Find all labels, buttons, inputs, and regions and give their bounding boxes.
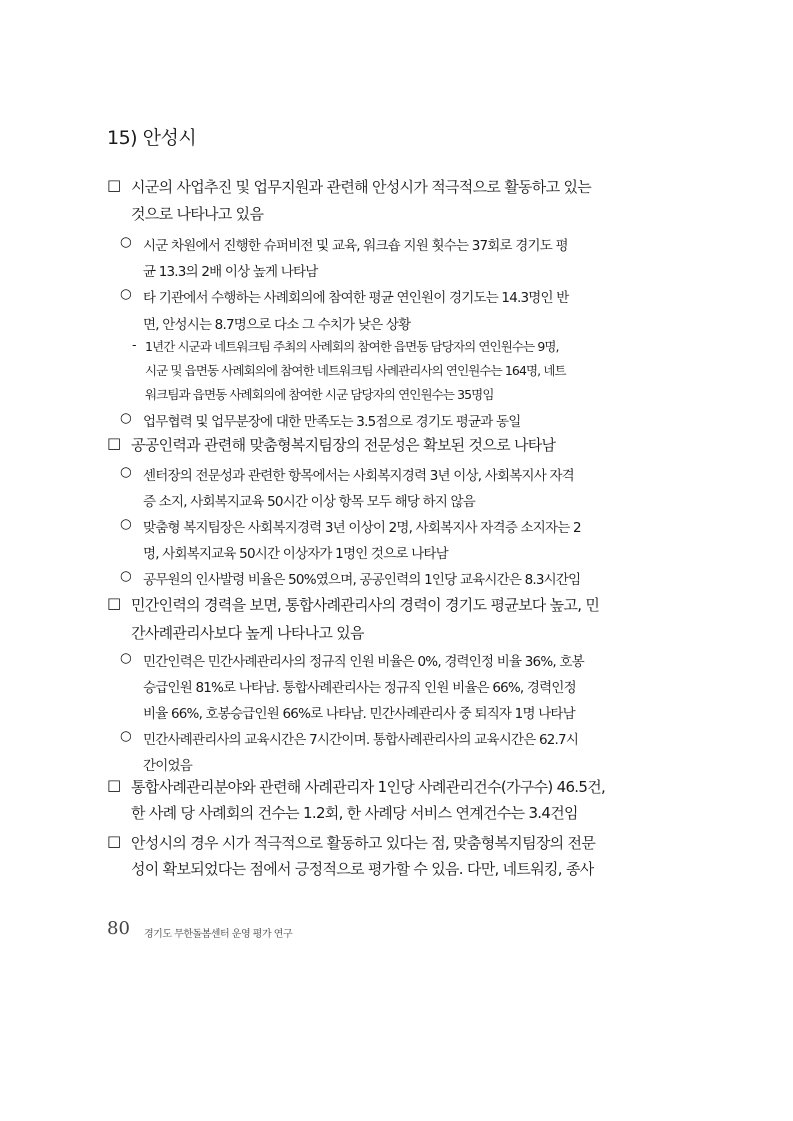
text-line: 안성시의 경우 시가 적극적으로 활동하고 있다는 점, 맞춤형복지팀장의 전문 (131, 834, 596, 852)
square-bullet-icon: □ (107, 434, 121, 452)
text-line: 시군 및 읍면동 사례회의에 참여한 네트워크팀 사례관리사의 연인원수는 164명, 네트 (145, 363, 566, 378)
text-line: 민간인력의 경력을 보면, 통합사례관리사의 경력이 경기도 평균보다 높고, 민 (131, 596, 600, 614)
circle-bullet-icon: ○ (120, 286, 131, 302)
text-line: 증 소지, 사회복지교육 50시간 이상 항목 모두 해당 하지 않음 (143, 494, 476, 510)
text-line: 센터장의 전문성과 관련한 항목에서는 사회복지경력 3년 이상, 사회복지사 자격 (143, 468, 574, 484)
text-line: 성이 확보되었다는 점에서 긍정적으로 평가할 수 있음. 다만, 네트워킹, 종사 (131, 860, 594, 878)
section-title: 15) 안성시 (107, 127, 197, 149)
text-line: 공무원의 인사발령 비율은 50%였으며, 공공인력의 1인당 교육시간은 8.3시간임 (143, 572, 581, 588)
square-bullet-icon: □ (107, 594, 121, 612)
dash-bullet-icon: - (132, 337, 136, 352)
text-line: 간이었음 (143, 758, 192, 774)
text-line: 통합사례관리분야와 관련해 사례관리자 1인당 사례관리건수(가구수) 46.5건, (131, 778, 606, 796)
text-line: 균 13.3의 2배 이상 높게 나타남 (143, 264, 318, 280)
square-bullet-icon: □ (107, 832, 121, 850)
text-line: 공공인력과 관련해 맞춤형복지팀장의 전문성은 확보된 것으로 나타남 (131, 436, 556, 454)
text-line: 업무협력 및 업무분장에 대한 만족도는 3.5점으로 경기도 평균과 동일 (143, 414, 521, 430)
text-line: 민간인력은 민간사례관리사의 정규직 인원 비율은 0%, 경력인정 비율 36%, 호봉 (143, 654, 584, 670)
text-line: 것으로 나타나고 있음 (131, 205, 264, 223)
circle-bullet-icon: ○ (120, 234, 131, 250)
circle-bullet-icon: ○ (120, 650, 131, 666)
circle-bullet-icon: ○ (120, 728, 131, 744)
text-line: 시군 차원에서 진행한 슈퍼비전 및 교육, 워크숍 지원 횟수는 37회로 경기도 평 (143, 238, 568, 254)
circle-bullet-icon: ○ (120, 464, 131, 480)
text-line: 승급인원 81%로 나타남. 통합사례관리사는 정규직 인원 비율은 66%, 경력인정 (143, 680, 576, 696)
square-bullet-icon: □ (107, 176, 121, 194)
text-line: 비율 66%, 호봉승급인원 66%로 나타남. 민간사례관리사 중 퇴직자 1명 나타남 (143, 706, 575, 722)
text-line: 타 기관에서 수행하는 사례회의에 참여한 평균 연인원이 경기도는 14.3명인 반 (143, 290, 569, 306)
circle-bullet-icon: ○ (120, 568, 131, 584)
text-line: 워크팀과 읍면동 사례회의에 참여한 시군 담당자의 연인원수는 35명임 (145, 387, 494, 402)
text-line: 맞춤형 복지팀장은 사회복지경력 3년 이상이 2명, 사회복지사 자격증 소지자는 2 (143, 520, 581, 536)
text-line: 면, 안성시는 8.7명으로 다소 그 수치가 낮은 상황 (143, 317, 411, 333)
text-line: 1년간 시군과 네트워크팀 주최의 사례회의 참여한 읍면동 담당자의 연인원수는 9명, (145, 339, 559, 354)
text-line: 한 사례 당 사례회의 건수는 1.2회, 한 사례당 서비스 연계건수는 3.4건임 (131, 804, 578, 822)
square-bullet-icon: □ (107, 776, 121, 794)
text-line: 민간사례관리사의 교육시간은 7시간이며. 통합사례관리사의 교육시간은 62.7시 (143, 732, 579, 748)
page-number: 80 (107, 918, 130, 939)
text-line: 명, 사회복지교육 50시간 이상자가 1명인 것으로 나타남 (143, 546, 448, 562)
running-title: 경기도 무한돌봄센터 운영 평가 연구 (144, 929, 293, 940)
circle-bullet-icon: ○ (120, 516, 131, 532)
text-line: 간사례관리사보다 높게 나타나고 있음 (131, 624, 364, 642)
circle-bullet-icon: ○ (120, 410, 131, 426)
text-line: 시군의 사업추진 및 업무지원과 관련해 안성시가 적극적으로 활동하고 있는 (131, 178, 592, 196)
